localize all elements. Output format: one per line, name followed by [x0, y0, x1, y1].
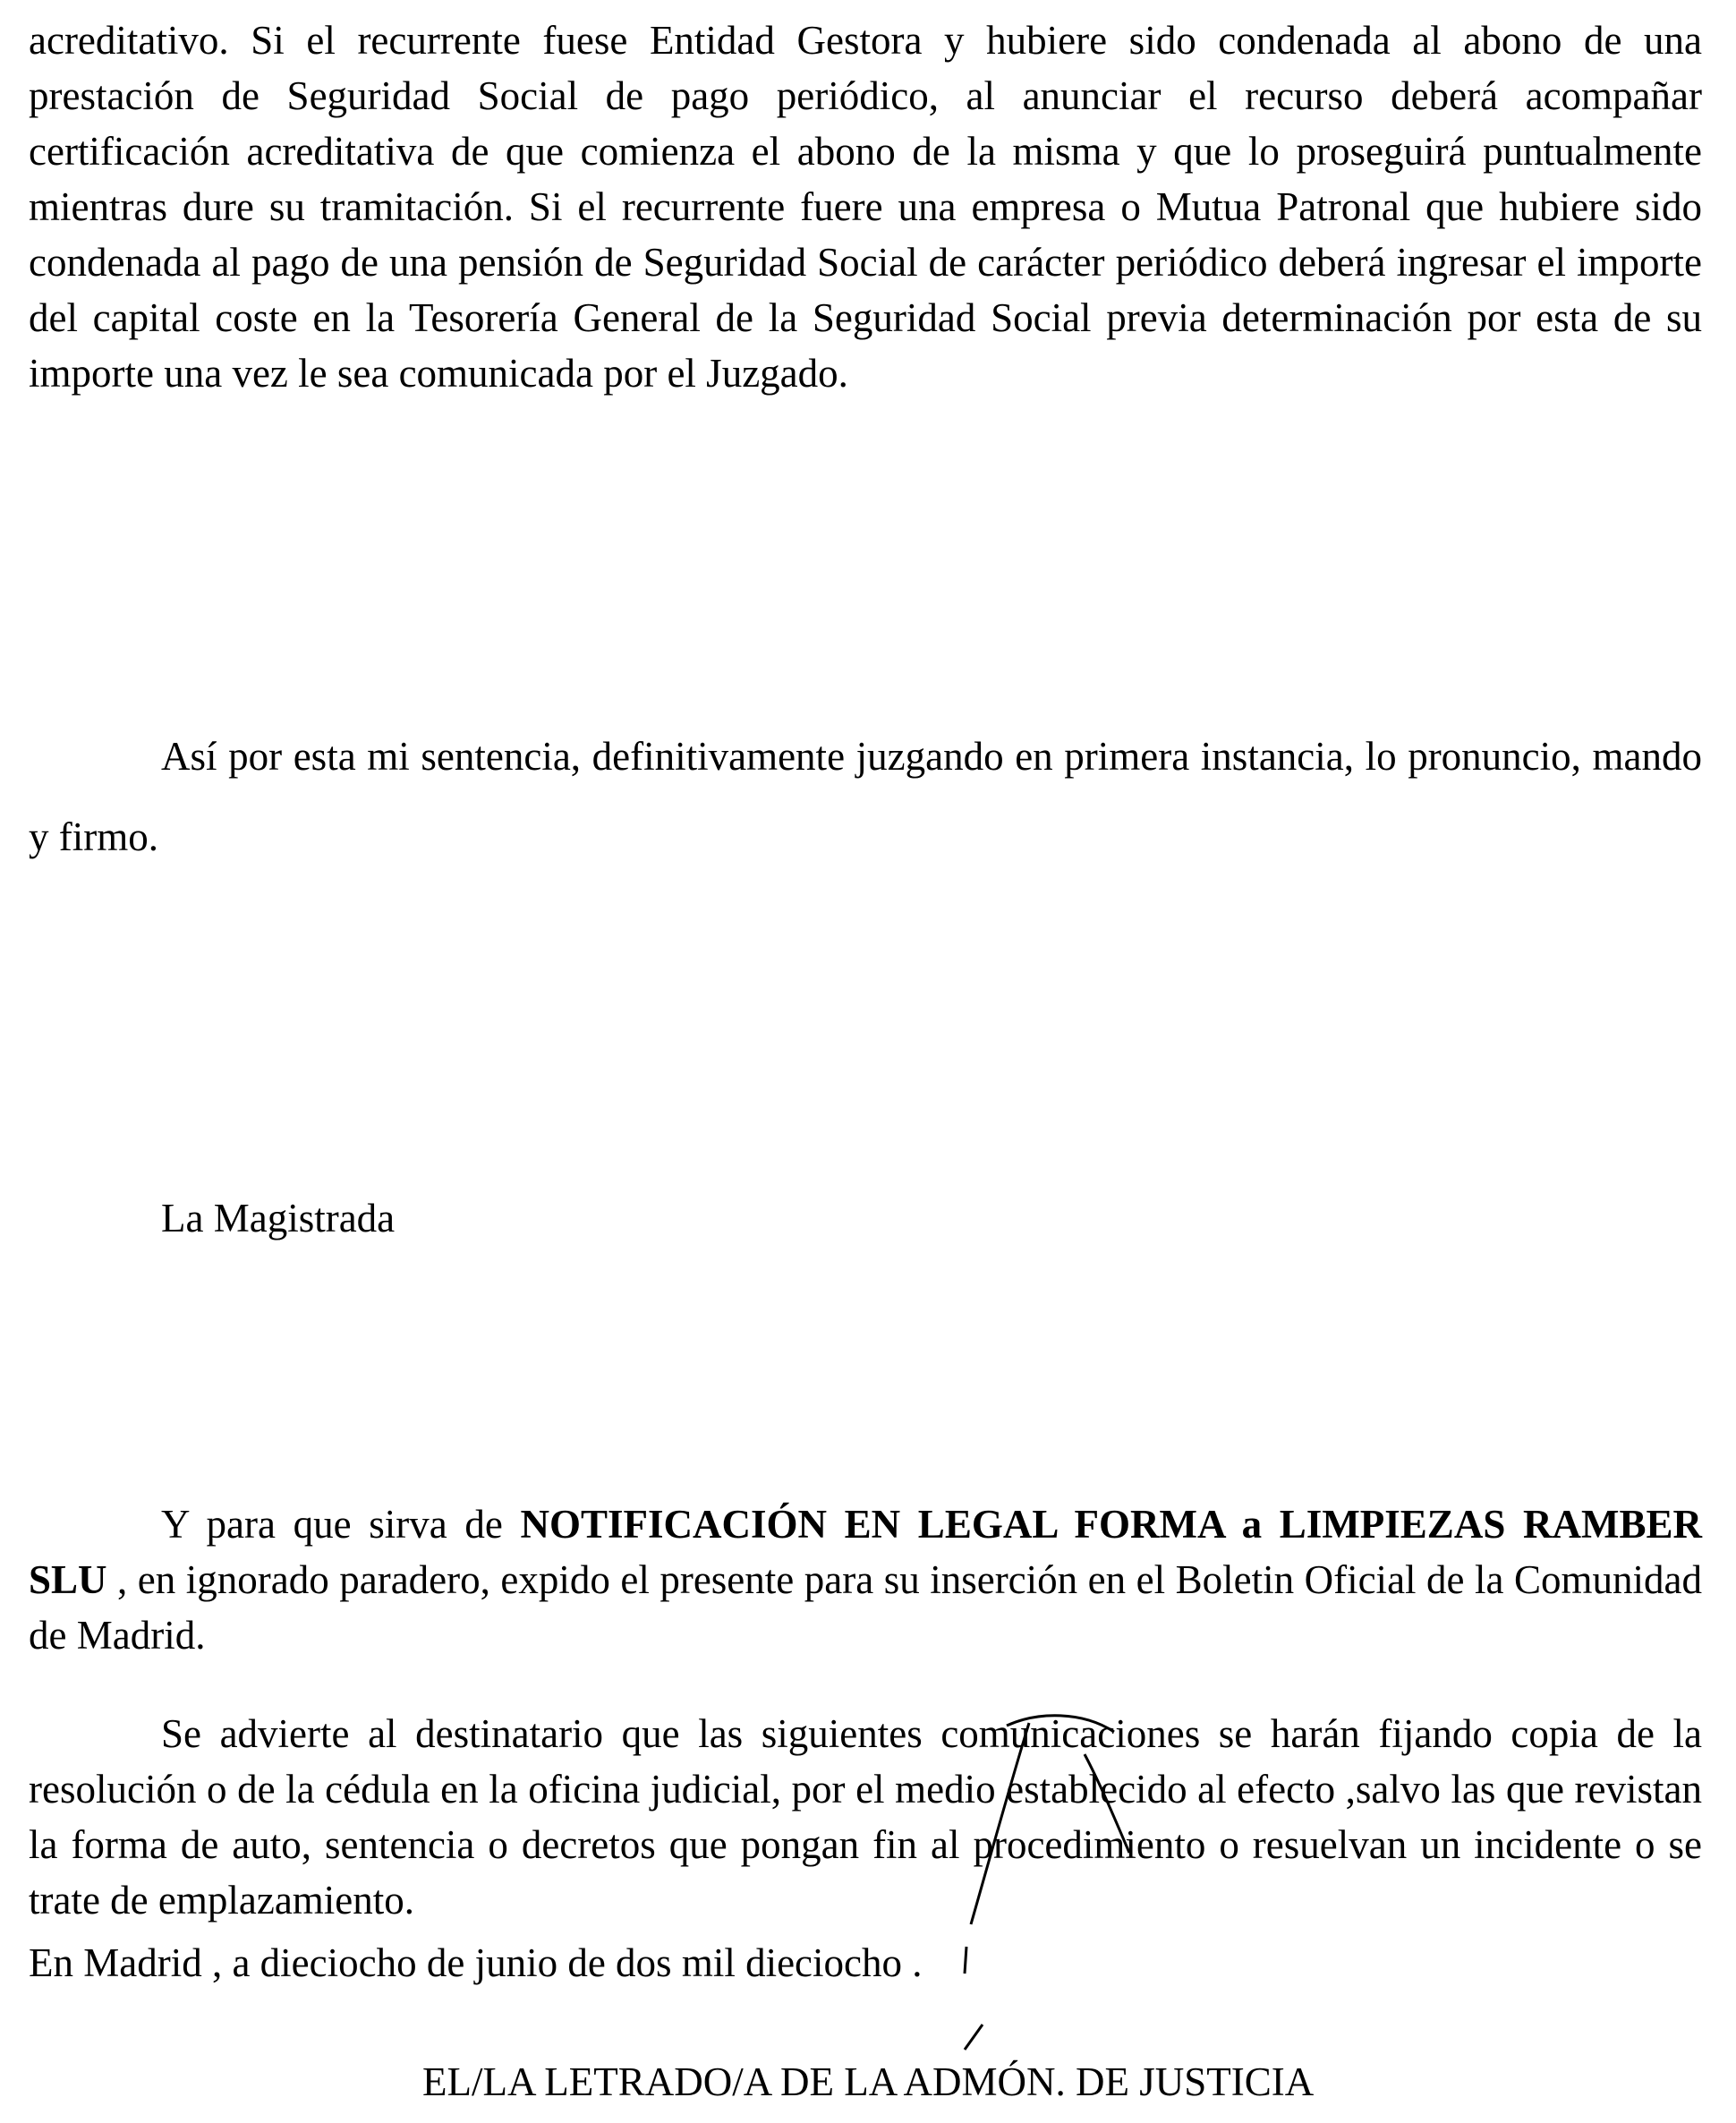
paragraph-advertencia: Se advierte al destinatario que las siguientes comunicaciones se harán fijando copia de la resolución o de la cédula en la oficina judicial, por el medio establecido al efecto ,salvo las que revistan la forma de auto, sentencia o decretos que pongan fin al procedimiento o resuelvan un incidente o se trate de emplazamiento.: [29, 1711, 1702, 1923]
date-line: En Madrid , a dieciocho de junio de dos mil dieciocho .: [29, 1940, 923, 1985]
paragraph-notificacion: [29, 1496, 1702, 1663]
signature-tick: [965, 2025, 983, 2050]
paragraph-recurso: acreditativo. Si el recurrente fuese Entidad Gestora y hubiere sido condenada al abono de una prestación de Seguridad Social de pago periódico, al anunciar el recurso deberá acompañar certificación acreditativa de que comienza el abono de la misma y que lo proseguirá puntualmente mientras dure su tramitación. Si el recurrente fuere una empresa o Mutua Patronal que hubiere sido condenada al pago de una pensión de Seguridad Social de carácter periódico deberá ingresar el importe del capital coste en la Tesorería General de la Seguridad Social previa determinación por esta de su importe una vez le sea comunicada por el Juzgado.: [29, 18, 1702, 396]
paragraph-fallo: Así por esta mi sentencia, definitivamente juzgando en primera instancia, lo pronuncio, mando y firmo.: [29, 734, 1702, 859]
notification-recipient: NOTIFICACIÓN EN LEGAL FORMA a LIMPIEZAS RAMBER SLU: [29, 1502, 1702, 1602]
signatory-title: La Magistrada: [161, 1196, 396, 1241]
notification-rest: , en ignorado paradero, expido el presente para su inserción en el Boletin Oficial de la Comunidad de Madrid.: [29, 1557, 1702, 1658]
notification-intro: Y para que sirva de: [161, 1502, 521, 1547]
footer-title: EL/LA LETRADO/A DE LA ADMÓN. DE JUSTICIA: [422, 2059, 1315, 2104]
